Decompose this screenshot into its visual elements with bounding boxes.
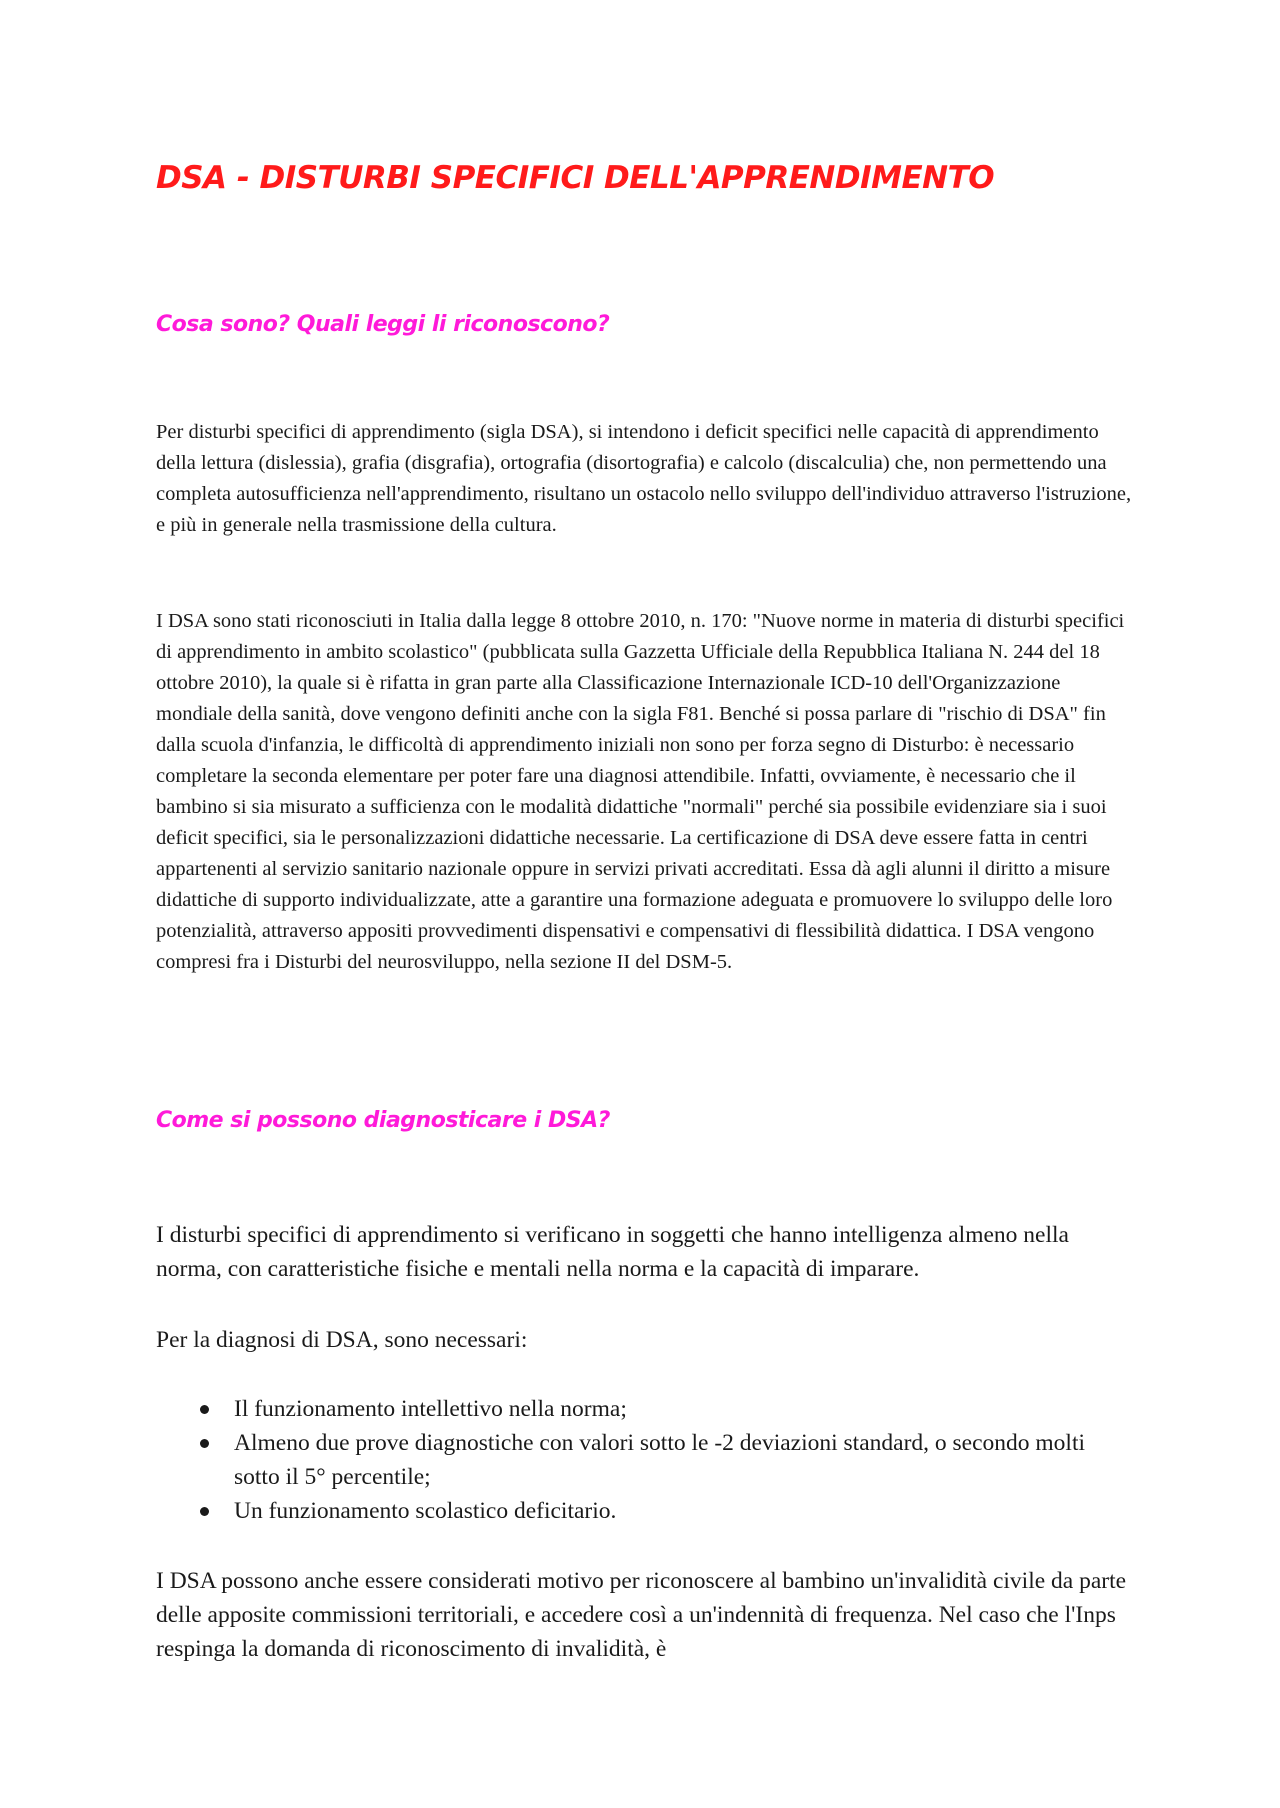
paragraph-legge: I DSA sono stati riconosciuti in Italia dalla legge 8 ottobre 2010, n. 170: "Nuove norme in materia di disturbi specifici di apprendimento in ambito scolastico" (pubblicata sulla Gazzetta Ufficiale della Repubblica Italiana N. 244 del 18 ottobre 2010), la quale si è rifatta in gran parte alla Classificazione Internazionale ICD-10 dell'Organizzazione mondiale della sanità, dove vengono definiti anche con la sigla F81. Benché si possa parlare di "rischio di DSA" fin dalla scuola d'infanzia, le difficoltà di apprendimento iniziali non sono per forza segno di Disturbo: è necessario completare la seconda elementare per poter fare una diagnosi attendibile. Infatti, ovviamente, è necessario che il bambino si sia misurato a sufficienza con le modalità didattiche "normali" perché sia possibile evidenziare sia i suoi deficit specifici, sia le personalizzazioni didattiche necessarie. La certificazione di DSA deve essere fatta in centri appartenenti al servizio sanitario nazionale oppure in servizi privati accreditati. Essa dà agli alunni il diritto a misure didattiche di supporto individualizzate, atte a garantire una formazione adeguata e promuovere lo sviluppo delle loro potenzialità, attraverso appositi provvedimenti dispensativi e compensativi di flessibilità didattica. I DSA vengono compresi fra i Disturbi del neurosviluppo, nella sezione II del DSM-5. xyxy=(156,610,1125,973)
section-heading-cosa-sono: Cosa sono? Quali leggi li riconoscono? xyxy=(156,312,610,337)
paragraph-invalidita: I DSA possono anche essere considerati motivo per riconoscere al bambino un'invalidità civile da parte delle apposite commissioni territoriali, e accedere così a un'indennità di frequenza. Nel caso che l'Inps respinga la domanda di riconoscimento di invalidità, è xyxy=(156,1568,1127,1662)
list-item-text: Un funzionamento scolastico deficitario. xyxy=(234,1498,617,1524)
list-item xyxy=(156,1426,1136,1494)
section-heading-diagnosi: Come si possono diagnosticare i DSA? xyxy=(156,1108,610,1133)
list-item xyxy=(156,1494,1136,1528)
document-title: DSA - DISTURBI SPECIFICI DELL'APPRENDIMENTO xyxy=(156,160,995,196)
bullet-list-requisiti xyxy=(156,1392,1136,1528)
list-item-text: Almeno due prove diagnostiche con valori sotto le -2 deviazioni standard, o secondo molti sotto il 5° percentile; xyxy=(234,1430,1086,1490)
paragraph-necessari: Per la diagnosi di DSA, sono necessari: xyxy=(156,1327,528,1353)
list-item xyxy=(156,1392,1136,1426)
list-item-text: Il funzionamento intellettivo nella norma; xyxy=(234,1396,627,1422)
bullet-icon xyxy=(200,1507,209,1516)
paragraph-soggetti: I disturbi specifici di apprendimento si verificano in soggetti che hanno intelligenza almeno nella norma, con caratteristiche fisiche e mentali nella norma e la capacità di imparare. xyxy=(156,1222,1069,1282)
paragraph-definizione: Per disturbi specifici di apprendimento (sigla DSA), si intendono i deficit specifici nelle capacità di apprendimento della lettura (dislessia), grafia (disgrafia), ortografia (disortografia) e calcolo (discalculia) che, non permettendo una completa autosufficienza nell'apprendimento, risultano un ostacolo nello sviluppo dell'individuo attraverso l'istruzione, e più in generale nella trasmissione della cultura. xyxy=(156,421,1132,536)
bullet-icon xyxy=(200,1439,209,1448)
bullet-icon xyxy=(200,1405,209,1414)
